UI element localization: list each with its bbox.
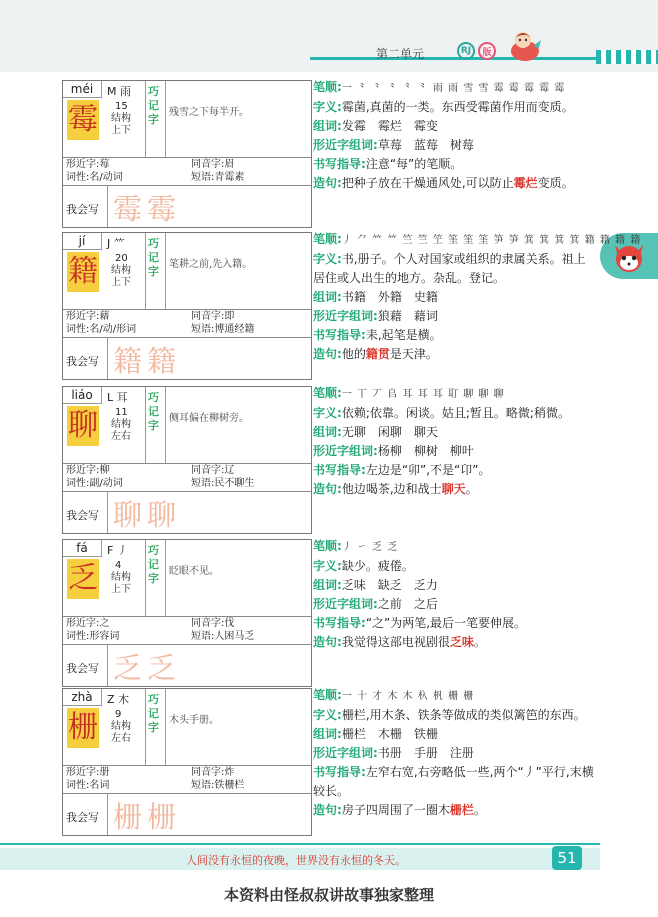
example-sentence-line: 造句:他的籍贯是天津。 <box>313 347 438 361</box>
similar-words-line: 形近字组词:草莓 蓝莓 树莓 <box>313 138 474 152</box>
mnemonic-text: 笔耕之前,先入籍。 <box>169 259 253 270</box>
example-sentence-line: 造句:房子四周围了一圈木栅栏。 <box>313 803 486 817</box>
tracing-characters: 聊聊 <box>113 498 182 532</box>
words: 无聊 闲聊 聊天 <box>341 425 438 439</box>
similar-character: 形近字:藉 <box>66 311 110 322</box>
character-card-box <box>62 232 312 380</box>
part-of-speech: 词性:副/动词 <box>66 478 123 489</box>
mnemonic-label: 巧记字 <box>148 693 159 734</box>
divider <box>165 81 166 157</box>
edition-badge-ban: 版 <box>478 42 496 60</box>
example-sentence-line: 造句:他边喝茶,边和战士聊天。 <box>313 482 478 496</box>
divider <box>107 185 108 227</box>
words: 乏味 缺乏 乏力 <box>341 578 438 592</box>
divider <box>165 689 166 765</box>
divider <box>145 81 146 157</box>
mnemonic-label: 巧记字 <box>148 85 159 126</box>
writing-practice-label: 我会写 <box>66 662 99 675</box>
writing-practice-label: 我会写 <box>66 509 99 522</box>
stroke-order-line: 笔顺:丿 ㇀ 乏 乏 <box>313 539 399 553</box>
girl-mascot-icon <box>503 26 543 66</box>
meaning: 依赖;依靠。闲谈。姑且;暂且。略微;稍微。 <box>341 406 570 420</box>
part-of-speech: 词性:名词 <box>66 780 110 791</box>
writing-guide-line: 书写指导:注意“每”的笔顺。 <box>313 157 463 171</box>
stroke-count: 20 <box>115 253 128 264</box>
pinyin: méi <box>63 81 102 98</box>
homophone: 同音字:即 <box>191 311 235 322</box>
divider <box>145 233 146 309</box>
credit-line: 本资料由怪叔叔讲故事独家整理 <box>223 886 434 904</box>
highlighted-word: 栅栏 <box>449 803 474 817</box>
meaning-line: 字义:栅栏,用木条、铁条等做成的类似篱笆的东西。 <box>313 708 586 722</box>
meaning: 栅栏,用木条、铁条等做成的类似篱笆的东西。 <box>341 708 586 722</box>
writing-guide-line: 书写指导:左边是“卯”,不是“卬”。 <box>313 463 491 477</box>
radical: L 耳 <box>107 391 128 404</box>
divider <box>165 387 166 463</box>
mnemonic-text: 残雪之下每半开。 <box>169 107 249 118</box>
character-card-box <box>62 539 312 687</box>
tracing-characters: 籍籍 <box>113 344 182 378</box>
part-of-speech: 词性:形容词 <box>66 631 120 642</box>
structure-value: 上下 <box>111 125 131 136</box>
similar-character: 形近字:册 <box>66 767 110 778</box>
stroke-order-line: 笔顺:一 ⺀ ⺀ ⺀ ⺀ ⺀ 雨 雨 雪 雪 霉 霉 霉 霉 霉 <box>313 80 566 94</box>
example-sentence-line: 造句:我觉得这部电视剧很乏味。 <box>313 635 486 649</box>
structure-label: 结构 <box>111 572 131 583</box>
homophone: 同音字:眉 <box>191 159 235 170</box>
words: 书籍 外籍 史籍 <box>341 290 438 304</box>
structure-value: 上下 <box>111 277 131 288</box>
divider <box>165 540 166 616</box>
mnemonic-label: 巧记字 <box>148 391 159 432</box>
edition-badge-rj: RJ <box>457 42 475 60</box>
mnemonic-text: 眨眼不见。 <box>169 566 219 577</box>
stroke-count: 15 <box>115 101 128 112</box>
divider <box>63 491 311 492</box>
mnemonic-label: 巧记字 <box>148 237 159 278</box>
main-character: 霉 <box>67 100 99 140</box>
highlighted-word: 籍贯 <box>365 347 390 361</box>
homophone: 同音字:伐 <box>191 618 235 629</box>
words: 发霉 霉烂 霉变 <box>341 119 438 133</box>
phrase: 短语:铁栅栏 <box>191 780 245 791</box>
tracing-characters: 乏乏 <box>113 651 182 685</box>
mnemonic-text: 侧耳偏在柳树旁。 <box>169 413 249 424</box>
meaning: 霉菌,真菌的一类。东西受霉菌作用而变质。 <box>341 100 574 114</box>
words-line: 组词:栅栏 木栅 铁栅 <box>313 727 438 741</box>
divider <box>63 793 311 794</box>
divider <box>63 185 311 186</box>
main-character: 籍 <box>67 252 99 292</box>
character-card-box <box>62 688 312 836</box>
divider <box>63 337 311 338</box>
main-character: 栅 <box>67 708 99 748</box>
stroke-count: 4 <box>115 560 122 571</box>
divider <box>107 793 108 835</box>
footer-motto: 人间没有永恒的夜晚，世界没有永恒的冬天。 <box>186 854 406 867</box>
words-line: 组词:书籍 外籍 史籍 <box>313 290 438 304</box>
structure-value: 上下 <box>111 584 131 595</box>
unit-title: 第二单元 <box>376 47 425 61</box>
part-of-speech: 词性:名/动/形词 <box>66 324 137 335</box>
similar-words-line: 形近字组词:狼藉 藉词 <box>313 309 438 323</box>
mnemonic-text: 木头手册。 <box>169 715 219 726</box>
page-number: 51 <box>552 846 582 870</box>
main-character: 乏 <box>67 559 99 599</box>
highlighted-word: 霉烂 <box>513 176 538 190</box>
stroke-order: 一 ⺀ ⺀ ⺀ ⺀ ⺀ 雨 雨 雪 雪 霉 霉 霉 霉 霉 <box>341 83 566 94</box>
header-band <box>0 0 658 72</box>
words-line: 组词:乏味 缺乏 乏力 <box>313 578 438 592</box>
structure-value: 左右 <box>111 431 131 442</box>
character-explanation <box>313 78 595 193</box>
highlighted-word: 乏味 <box>449 635 474 649</box>
stroke-order: 一 丅 丆 𠂤 耳 耳 耳 耵 聊 聊 聊 <box>341 389 505 400</box>
similar-words: 草莓 蓝莓 树莓 <box>377 138 474 152</box>
stroke-count: 9 <box>115 709 122 720</box>
character-explanation <box>313 384 595 499</box>
similar-words: 之前 之后 <box>377 597 438 611</box>
divider <box>107 644 108 686</box>
writing-practice-label: 我会写 <box>66 203 99 216</box>
writing-guide: “之”为两笔,最后一笔要伸展。 <box>365 616 527 630</box>
character-explanation <box>313 230 642 364</box>
meaning-line: 字义:依赖;依靠。闲谈。姑且;暂且。略微;稍微。 <box>313 406 570 420</box>
phrase: 短语:博通经籍 <box>191 324 255 335</box>
words: 栅栏 木栅 铁栅 <box>341 727 438 741</box>
pinyin: zhà <box>63 689 102 706</box>
pinyin: fá <box>63 540 102 557</box>
phrase: 短语:人困马乏 <box>191 631 255 642</box>
similar-words-line: 形近字组词:书册 手册 注册 <box>313 746 474 760</box>
character-card-box <box>62 386 312 534</box>
divider <box>63 644 311 645</box>
meaning-line: 字义:书,册子。个人对国家或组织的隶属关系。祖上居住或人出生的地方。杂乱。登记。 <box>313 252 586 285</box>
character-explanation <box>313 537 595 652</box>
writing-guide: 左窄右宽,右旁略低一些,两个“丿”平行,末横较长。 <box>313 765 594 798</box>
radical: M 雨 <box>107 85 131 98</box>
meaning: 书,册子。个人对国家或组织的隶属关系。祖上居住或人出生的地方。杂乱。登记。 <box>313 252 586 285</box>
character-explanation <box>313 686 595 820</box>
homophone: 同音字:辽 <box>191 465 235 476</box>
radical: F 丿 <box>107 544 128 557</box>
writing-practice-label: 我会写 <box>66 811 99 824</box>
similar-words-line: 形近字组词:杨柳 柳树 柳叶 <box>313 444 474 458</box>
writing-guide-line: 书写指导:左窄右宽,右旁略低一些,两个“丿”平行,末横较长。 <box>313 765 594 798</box>
stroke-count: 11 <box>115 407 128 418</box>
writing-guide: 左边是“卯”,不是“卬”。 <box>365 463 491 477</box>
similar-character: 形近字:莓 <box>66 159 110 170</box>
stroke-order: 丿 ㇀ 乏 乏 <box>341 542 399 553</box>
similar-words-line: 形近字组词:之前 之后 <box>313 597 438 611</box>
tracing-characters: 栅栅 <box>113 800 182 834</box>
meaning-line: 字义:霉菌,真菌的一类。东西受霉菌作用而变质。 <box>313 100 574 114</box>
phrase: 短语:民不聊生 <box>191 478 255 489</box>
structure-label: 结构 <box>111 419 131 430</box>
footer-line <box>0 843 600 845</box>
writing-guide: 耒,起笔是横。 <box>365 328 442 342</box>
structure-label: 结构 <box>111 265 131 276</box>
highlighted-word: 聊天 <box>441 482 466 496</box>
stroke-order-line: 笔顺:一 十 才 木 木 杁 杋 栅 栅 <box>313 688 475 702</box>
writing-guide-line: 书写指导:耒,起笔是横。 <box>313 328 442 342</box>
divider <box>107 337 108 379</box>
radical: Z 木 <box>107 693 130 706</box>
example-sentence-line: 造句:把种子放在干燥通风处,可以防止霉烂变质。 <box>313 176 574 190</box>
divider <box>145 689 146 765</box>
part-of-speech: 词性:名/动词 <box>66 172 123 183</box>
similar-words: 狼藉 藉词 <box>377 309 438 323</box>
structure-label: 结构 <box>111 721 131 732</box>
header-checker-pattern <box>596 50 658 64</box>
phrase: 短语:青霉素 <box>191 172 245 183</box>
writing-guide: 注意“每”的笔顺。 <box>365 157 463 171</box>
divider <box>107 491 108 533</box>
stroke-order-line: 笔顺:丿 ⺈ ⺮ ⺮ 竺 竺 笁 筀 筀 筀 笋 笋 箕 箕 箕 箕 籍 籍 籍 籍 <box>313 232 642 246</box>
radical: J ⺮ <box>107 237 125 250</box>
words-line: 组词:发霉 霉烂 霉变 <box>313 119 438 133</box>
divider <box>145 540 146 616</box>
stroke-order: 丿 ⺈ ⺮ ⺮ 竺 竺 笁 筀 筀 筀 笋 笋 箕 箕 箕 箕 籍 籍 籍 籍 <box>341 235 642 246</box>
pinyin: liáo <box>63 387 102 404</box>
tracing-characters: 霉霉 <box>113 192 182 226</box>
stroke-order: 一 十 才 木 木 杁 杋 栅 栅 <box>341 691 475 702</box>
writing-guide-line: 书写指导:“之”为两笔,最后一笔要伸展。 <box>313 616 527 630</box>
main-character: 聊 <box>67 406 99 446</box>
meaning-line: 字义:缺少。疲倦。 <box>313 559 414 573</box>
similar-character: 形近字:柳 <box>66 465 110 476</box>
homophone: 同音字:炸 <box>191 767 235 778</box>
meaning: 缺少。疲倦。 <box>341 559 414 573</box>
writing-practice-label: 我会写 <box>66 355 99 368</box>
structure-value: 左右 <box>111 733 131 744</box>
mnemonic-label: 巧记字 <box>148 544 159 585</box>
divider <box>145 387 146 463</box>
similar-words: 杨柳 柳树 柳叶 <box>377 444 474 458</box>
similar-words: 书册 手册 注册 <box>377 746 474 760</box>
divider <box>165 233 166 309</box>
similar-character: 形近字:之 <box>66 618 110 629</box>
character-card-box <box>62 80 312 228</box>
pinyin: jí <box>63 233 102 250</box>
words-line: 组词:无聊 闲聊 聊天 <box>313 425 438 439</box>
stroke-order-line: 笔顺:一 丅 丆 𠂤 耳 耳 耳 耵 聊 聊 聊 <box>313 386 505 400</box>
structure-label: 结构 <box>111 113 131 124</box>
